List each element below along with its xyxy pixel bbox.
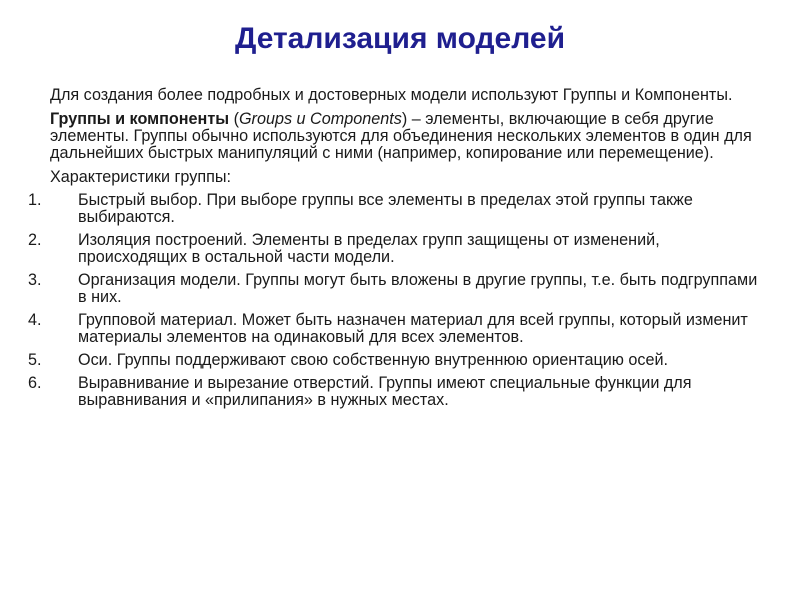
list-item <box>28 232 768 266</box>
list-item-text: Выравнивание и вырезание отверстий. Группы имеют специальные функции для выравнивания и «прилипания» в нужных местах. <box>78 374 692 409</box>
definition-term: Группы и компоненты <box>50 110 230 128</box>
list-heading: Характеристики группы: <box>50 168 232 186</box>
list-item-number: 3. <box>28 271 42 289</box>
list-item-text: Оси. Группы поддерживают свою собственную внутреннюю ориентацию осей. <box>78 351 669 369</box>
definition-text: – элементы, включающие в себя другие элементы. Группы обычно используются для объединения нескольких элементов в один для дальнейших быстрых манипуляций с ними (например, копирование или перемещение). <box>50 110 752 162</box>
list-item-number: 5. <box>28 351 42 369</box>
definition-paragraph <box>50 111 768 162</box>
list-item-text: Быстрый выбор. При выборе группы все элементы в пределах этой группы также выбираются. <box>78 191 693 226</box>
list-item-text: Изоляция построений. Элементы в пределах групп защищены от изменений, происходящих в остальной части модели. <box>78 231 660 266</box>
list-item <box>28 272 768 306</box>
characteristics-list <box>28 192 768 409</box>
list-item <box>28 375 768 409</box>
list-item-number: 4. <box>28 311 42 329</box>
list-item-text: Организация модели. Группы могут быть вложены в другие группы, т.е. быть подгруппами в них. <box>78 271 758 306</box>
slide-body <box>28 87 768 415</box>
intro-paragraph: Для создания более подробных и достоверных модели используют Группы и Компоненты. <box>50 86 733 104</box>
list-item <box>28 352 768 369</box>
list-item <box>28 192 768 226</box>
definition-open-paren: ( <box>229 110 239 128</box>
list-item <box>28 312 768 346</box>
list-item-number: 6. <box>28 374 42 392</box>
definition-close-paren: ) <box>401 110 408 128</box>
slide-title: Детализация моделей <box>234 22 566 55</box>
list-item-number: 2. <box>28 231 42 249</box>
list-item-text: Групповой материал. Может быть назначен материал для всей группы, который изменит материалы элементов на одинаковый для всех элементов. <box>78 311 748 346</box>
definition-term-en: Groups и Components <box>238 110 402 128</box>
list-item-number: 1. <box>28 191 42 209</box>
